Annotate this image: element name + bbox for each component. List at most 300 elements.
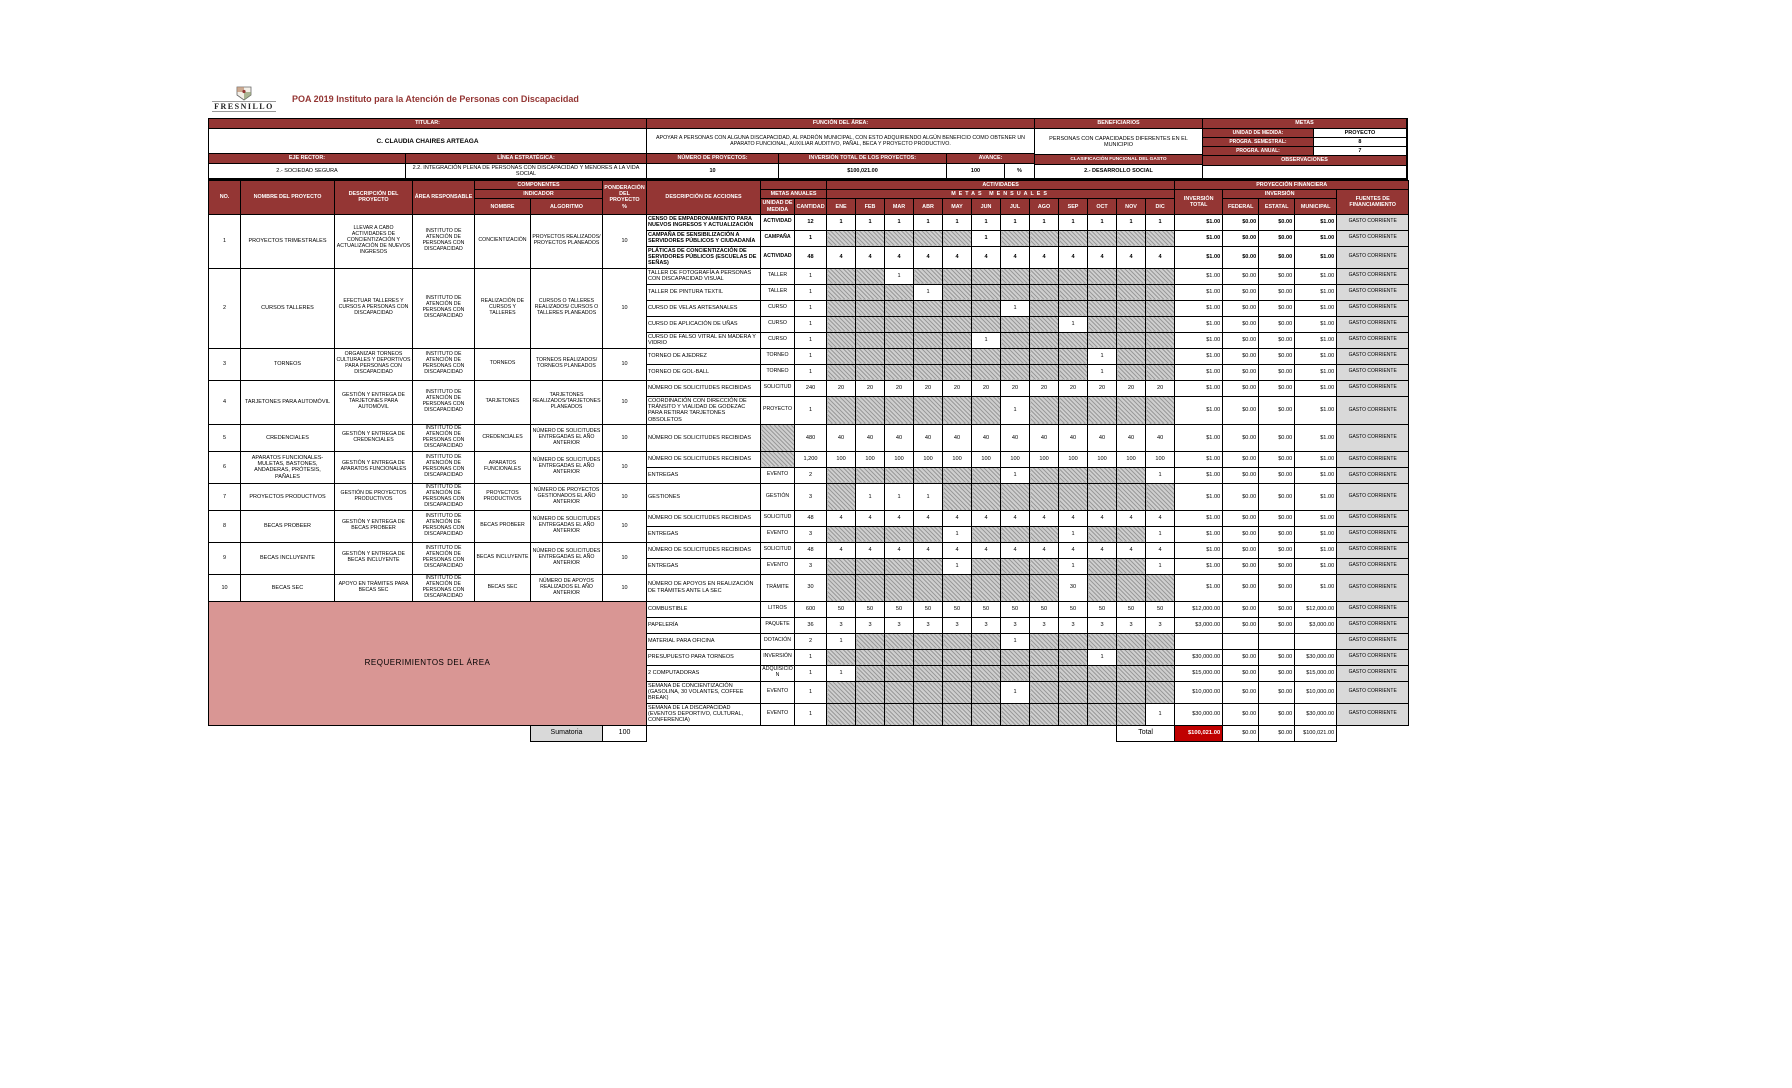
federal-cell: $0.00 xyxy=(1223,542,1259,558)
inversion-total-cell: $30,000.00 xyxy=(1175,649,1223,665)
month-cell-empty xyxy=(827,364,856,380)
month-cell-empty xyxy=(1117,268,1146,284)
month-cell-empty xyxy=(1088,332,1117,348)
federal-cell: $0.00 xyxy=(1223,526,1259,542)
month-cell-empty xyxy=(1059,467,1088,483)
inversion-total-cell: $1.00 xyxy=(1175,268,1223,284)
month-cell-empty xyxy=(856,396,885,424)
total-inversion: $100,021.00 xyxy=(1175,725,1223,741)
month-cell: 3 xyxy=(827,617,856,633)
unit-cell: DOTACIÓN xyxy=(761,633,795,649)
month-cell: 1 xyxy=(1146,558,1175,574)
estatal-cell: $0.00 xyxy=(1259,510,1295,526)
municipal-cell: $1.00 xyxy=(1295,380,1337,396)
indicator-algorithm: PROYECTOS REALIZADOS/ PROYECTOS PLANEADOS xyxy=(531,214,603,268)
federal-cell: $0.00 xyxy=(1223,348,1259,364)
municipal-cell: $1.00 xyxy=(1295,246,1337,268)
action-description: CURSO DE FALSO VITRAL EN MADERA Y VIDRIO xyxy=(647,332,761,348)
project-area: INSTITUTO DE ATENCIÓN DE PERSONAS CON DISCAPACIDAD xyxy=(413,380,475,424)
unit-cell: TORNEO xyxy=(761,348,795,364)
month-cell-empty xyxy=(972,574,1001,601)
funding-source-cell: GASTO CORRIENTE xyxy=(1337,268,1409,284)
action-description: TORNEO DE AJEDREZ xyxy=(647,348,761,364)
project-description: APOYO EN TRÁMITES PARA BECAS SEC xyxy=(335,574,413,601)
month-cell: 100 xyxy=(1059,451,1088,467)
month-cell-empty xyxy=(943,268,972,284)
unit-cell: TALLER xyxy=(761,284,795,300)
month-cell-empty xyxy=(1088,316,1117,332)
month-cell-empty xyxy=(1030,665,1059,681)
month-cell-empty xyxy=(914,574,943,601)
estatal-cell: $0.00 xyxy=(1259,380,1295,396)
month-cell-empty xyxy=(885,348,914,364)
month-cell: 4 xyxy=(1030,246,1059,268)
month-cell-empty xyxy=(943,483,972,510)
month-cell: 1 xyxy=(1059,316,1088,332)
estatal-cell: $0.00 xyxy=(1259,364,1295,380)
quantity-cell: 1 xyxy=(795,316,827,332)
month-cell: 50 xyxy=(943,601,972,617)
unit-cell: SOLICITUD xyxy=(761,380,795,396)
federal-cell: $0.00 xyxy=(1223,380,1259,396)
action-description: NÚMERO DE SOLICITUDES RECIBIDAS xyxy=(647,380,761,396)
month-cell: 1 xyxy=(943,526,972,542)
project-weight: 10 xyxy=(603,348,647,380)
month-cell: 4 xyxy=(856,510,885,526)
action-description: NÚMERO DE SOLICITUDES RECIBIDAS xyxy=(647,510,761,526)
indicator-name: TORNEOS xyxy=(475,348,531,380)
eje-linea-row xyxy=(209,154,647,179)
federal-cell: $0.00 xyxy=(1223,601,1259,617)
col-header-municipal: MUNICIPAL xyxy=(1295,199,1337,214)
month-cell-empty xyxy=(1117,284,1146,300)
project-description: GESTIÓN Y ENTREGA DE CREDENCIALES xyxy=(335,425,413,452)
month-cell-empty xyxy=(1059,268,1088,284)
month-cell: 100 xyxy=(943,451,972,467)
month-cell-empty xyxy=(914,526,943,542)
federal-cell: $0.00 xyxy=(1223,574,1259,601)
unit-cell: GESTIÓN xyxy=(761,483,795,510)
month-cell: 4 xyxy=(1059,510,1088,526)
indicator-algorithm: NÚMERO DE PROYECTOS GESTIONADOS EL AÑO ANTERIOR xyxy=(531,483,603,510)
col-header-month-sep: SEP xyxy=(1059,199,1088,214)
month-cell: 3 xyxy=(914,617,943,633)
unit-cell-empty xyxy=(761,425,795,452)
avance-percent: % xyxy=(1005,164,1035,179)
beneficiarios-label: BENEFICIARIOS xyxy=(1035,119,1203,129)
month-cell: 1 xyxy=(1001,214,1030,230)
month-cell-empty xyxy=(1059,483,1088,510)
month-cell: 1 xyxy=(972,214,1001,230)
inversion-total-cell: $1.00 xyxy=(1175,246,1223,268)
month-cell: 3 xyxy=(1117,617,1146,633)
crest-icon xyxy=(235,86,253,101)
federal-cell: $0.00 xyxy=(1223,467,1259,483)
month-cell-empty xyxy=(1146,364,1175,380)
unit-cell: SOLICITUD xyxy=(761,510,795,526)
month-cell-empty xyxy=(1146,268,1175,284)
estatal-cell: $0.00 xyxy=(1259,332,1295,348)
month-cell: 1 xyxy=(943,214,972,230)
progra-semestral-value: 8 xyxy=(1314,138,1407,147)
col-header-month-jul: JUL xyxy=(1001,199,1030,214)
funding-source-cell: GASTO CORRIENTE xyxy=(1337,425,1409,452)
month-cell: 4 xyxy=(1059,246,1088,268)
month-cell-empty xyxy=(1146,681,1175,703)
month-cell-empty xyxy=(1030,483,1059,510)
quantity-cell: 3 xyxy=(795,558,827,574)
inversion-total-cell: $1.00 xyxy=(1175,451,1223,467)
project-area: INSTITUTO DE ATENCIÓN DE PERSONAS CON DISCAPACIDAD xyxy=(413,214,475,268)
month-cell-empty xyxy=(1001,348,1030,364)
month-cell: 40 xyxy=(1117,425,1146,452)
month-cell-empty xyxy=(1030,332,1059,348)
quantity-cell: 48 xyxy=(795,246,827,268)
funding-source-cell: GASTO CORRIENTE xyxy=(1337,332,1409,348)
month-cell-empty xyxy=(827,574,856,601)
action-description: GESTIONES xyxy=(647,483,761,510)
metas-label: METAS xyxy=(1203,119,1407,129)
project-area: INSTITUTO DE ATENCIÓN DE PERSONAS CON DISCAPACIDAD xyxy=(413,483,475,510)
municipal-cell xyxy=(1295,633,1337,649)
month-cell-empty xyxy=(914,681,943,703)
month-cell-empty xyxy=(972,649,1001,665)
month-cell: 4 xyxy=(1146,510,1175,526)
funding-source-cell: GASTO CORRIENTE xyxy=(1337,467,1409,483)
funding-source-cell: GASTO CORRIENTE xyxy=(1337,230,1409,246)
month-cell: 1 xyxy=(1146,214,1175,230)
month-cell-empty xyxy=(1117,558,1146,574)
project-name: BECAS SEC xyxy=(241,574,335,601)
month-cell: 4 xyxy=(1030,510,1059,526)
project-row xyxy=(209,214,1409,230)
month-cell-empty xyxy=(1146,300,1175,316)
month-cell: 1 xyxy=(1030,214,1059,230)
estatal-cell xyxy=(1259,633,1295,649)
month-cell: 40 xyxy=(1030,425,1059,452)
unit-cell: ACTIVIDAD xyxy=(761,214,795,230)
month-cell-empty xyxy=(885,364,914,380)
action-description: MATERIAL PARA OFICINA xyxy=(647,633,761,649)
project-name: CURSOS TALLERES xyxy=(241,268,335,348)
inversion-label: INVERSIÓN TOTAL DE LOS PROYECTOS: xyxy=(779,154,947,164)
funding-source-cell: GASTO CORRIENTE xyxy=(1337,542,1409,558)
month-cell-empty xyxy=(1088,681,1117,703)
month-cell: 4 xyxy=(1088,510,1117,526)
poa-sheet xyxy=(208,84,1408,742)
num-proyectos xyxy=(647,154,779,179)
unit-cell: EVENTO xyxy=(761,526,795,542)
month-cell: 1 xyxy=(1001,300,1030,316)
month-cell-empty xyxy=(856,467,885,483)
col-header-month-abr: ABR xyxy=(914,199,943,214)
project-description: ORGANIZAR TORNEOS CULTURALES Y DEPORTIVOS PARA PERSONAS CON DISCAPACIDAD xyxy=(335,348,413,380)
month-cell: 3 xyxy=(1059,617,1088,633)
month-cell-empty xyxy=(856,665,885,681)
table-body xyxy=(209,214,1409,741)
month-cell: 40 xyxy=(972,425,1001,452)
linea-value: 2.2. INTEGRACIÓN PLENA DE PERSONAS CON DISCAPACIDAD Y MENORES A LA VIDA SOCIAL xyxy=(406,164,647,179)
month-cell-empty xyxy=(1059,649,1088,665)
quantity-cell: 3 xyxy=(795,483,827,510)
action-description: NÚMERO DE SOLICITUDES RECIBIDAS xyxy=(647,425,761,452)
month-cell: 3 xyxy=(1088,617,1117,633)
federal-cell: $0.00 xyxy=(1223,284,1259,300)
month-cell-empty xyxy=(885,649,914,665)
month-cell: 50 xyxy=(914,601,943,617)
action-description: TALLER DE FOTOGRAFÍA A PERSONAS CON DISCAPACIDAD VISUAL xyxy=(647,268,761,284)
federal-cell: $0.00 xyxy=(1223,246,1259,268)
action-description: CENSO DE EMPADRONAMIENTO PARA NUEVOS INGRESOS Y ACTUALIZACIÓN xyxy=(647,214,761,230)
unit-cell: CURSO xyxy=(761,332,795,348)
funding-source-cell: GASTO CORRIENTE xyxy=(1337,665,1409,681)
project-name: PROYECTOS PRODUCTIVOS xyxy=(241,483,335,510)
month-cell-empty xyxy=(827,284,856,300)
month-cell-empty xyxy=(914,332,943,348)
federal-cell: $0.00 xyxy=(1223,510,1259,526)
month-cell: 4 xyxy=(943,542,972,558)
project-row xyxy=(209,380,1409,396)
month-cell-empty xyxy=(914,364,943,380)
month-cell: 1 xyxy=(914,483,943,510)
total-federal: $0.00 xyxy=(1223,725,1259,741)
month-cell-empty xyxy=(972,558,1001,574)
month-cell-empty xyxy=(1001,649,1030,665)
table-header xyxy=(209,181,1409,215)
funding-source-cell: GASTO CORRIENTE xyxy=(1337,649,1409,665)
federal-cell: $0.00 xyxy=(1223,703,1259,725)
proyectos-inversion-row xyxy=(647,154,1035,179)
project-number: 8 xyxy=(209,510,241,542)
project-name: CREDENCIALES xyxy=(241,425,335,452)
month-cell-empty xyxy=(885,300,914,316)
month-cell: 20 xyxy=(1059,380,1088,396)
header-spacer xyxy=(761,181,827,190)
month-cell: 1 xyxy=(1001,633,1030,649)
month-cell-empty xyxy=(943,364,972,380)
unit-cell: CURSO xyxy=(761,300,795,316)
project-row xyxy=(209,451,1409,467)
quantity-cell: 48 xyxy=(795,510,827,526)
inversion-total-cell: $1.00 xyxy=(1175,364,1223,380)
month-cell-empty xyxy=(972,348,1001,364)
progra-semestral-label: PROGRA. SEMESTRAL: xyxy=(1203,138,1314,147)
estatal-cell: $0.00 xyxy=(1259,316,1295,332)
month-cell: 1 xyxy=(1088,214,1117,230)
federal-cell xyxy=(1223,633,1259,649)
month-cell: 1 xyxy=(972,332,1001,348)
brand-header xyxy=(208,84,1408,114)
sumatoria-label: Sumatoria xyxy=(531,725,603,741)
progra-anual-row xyxy=(1203,147,1407,156)
month-cell-empty xyxy=(1117,364,1146,380)
month-cell: 100 xyxy=(1030,451,1059,467)
requirement-row xyxy=(209,601,1409,617)
unit-cell: ADQUISICIÓN xyxy=(761,665,795,681)
month-cell-empty xyxy=(1030,348,1059,364)
month-cell: 4 xyxy=(827,542,856,558)
funding-source-cell: GASTO CORRIENTE xyxy=(1337,316,1409,332)
month-cell-empty xyxy=(856,332,885,348)
project-name: APARATOS FUNCIONALES- MULETAS, BASTONES, ANDADERAS, PRÓTESIS, PAÑALES xyxy=(241,451,335,483)
col-header-componentes: COMPONENTES xyxy=(475,181,603,190)
project-description: GESTIÓN DE PROYECTOS PRODUCTIVOS xyxy=(335,483,413,510)
project-name: BECAS INCLUYENTE xyxy=(241,542,335,574)
quantity-cell: 240 xyxy=(795,380,827,396)
project-name: BECAS PROBEER xyxy=(241,510,335,542)
project-weight: 10 xyxy=(603,483,647,510)
funding-source-cell: GASTO CORRIENTE xyxy=(1337,380,1409,396)
project-name: PROYECTOS TRIMESTRALES xyxy=(241,214,335,268)
project-area: INSTITUTO DE ATENCIÓN DE PERSONAS CON DISCAPACIDAD xyxy=(413,268,475,348)
month-cell-empty xyxy=(1117,483,1146,510)
indicator-algorithm: TORNEOS REALIZADOS/ TORNEOS PLANEADOS xyxy=(531,348,603,380)
municipal-cell: $1.00 xyxy=(1295,542,1337,558)
unit-cell: EVENTO xyxy=(761,558,795,574)
month-cell: 50 xyxy=(885,601,914,617)
month-cell-empty xyxy=(943,467,972,483)
inversion-value: $100,021.00 xyxy=(779,164,947,179)
month-cell-empty xyxy=(1001,316,1030,332)
unit-cell: PROYECTO xyxy=(761,396,795,424)
month-cell-empty xyxy=(972,364,1001,380)
month-cell-empty xyxy=(856,558,885,574)
col-header-area-responsable: ÁREA RESPONSABLE xyxy=(413,181,475,215)
month-cell-empty xyxy=(1030,574,1059,601)
month-cell-empty xyxy=(1001,483,1030,510)
municipal-cell: $15,000.00 xyxy=(1295,665,1337,681)
month-cell: 40 xyxy=(1146,425,1175,452)
project-weight: 10 xyxy=(603,425,647,452)
progra-anual-value: 7 xyxy=(1314,147,1407,156)
month-cell-empty xyxy=(914,316,943,332)
month-cell-empty xyxy=(856,268,885,284)
month-cell: 4 xyxy=(914,246,943,268)
month-cell: 1 xyxy=(827,633,856,649)
month-cell-empty xyxy=(1030,526,1059,542)
sumatoria-value: 100 xyxy=(603,725,647,741)
inversion-total-cell: $30,000.00 xyxy=(1175,703,1223,725)
titular-label: TITULAR: xyxy=(209,119,647,129)
estatal-cell: $0.00 xyxy=(1259,542,1295,558)
col-header-month-nov: NOV xyxy=(1117,199,1146,214)
action-description: CAMPAÑA DE SENSIBILIZACIÓN A SERVIDORES PÚBLICOS Y CIUDADANÍA xyxy=(647,230,761,246)
funding-source-cell: GASTO CORRIENTE xyxy=(1337,617,1409,633)
municipal-cell: $1.00 xyxy=(1295,396,1337,424)
indicator-name: BECAS INCLUYENTE xyxy=(475,542,531,574)
month-cell-empty xyxy=(856,681,885,703)
quantity-cell: 1 xyxy=(795,665,827,681)
month-cell-empty xyxy=(1088,665,1117,681)
month-cell-empty xyxy=(1088,268,1117,284)
month-cell-empty xyxy=(827,316,856,332)
federal-cell: $0.00 xyxy=(1223,214,1259,230)
month-cell-empty xyxy=(1001,284,1030,300)
month-cell: 4 xyxy=(827,246,856,268)
month-cell-empty xyxy=(943,633,972,649)
month-cell-empty xyxy=(856,364,885,380)
month-cell-empty xyxy=(972,526,1001,542)
col-header-inversion: INVERSIÓN xyxy=(1223,190,1337,199)
indicator-algorithm: NÚMERO DE SOLICITUDES ENTREGADAS EL AÑO ANTERIOR xyxy=(531,510,603,542)
month-cell: 1 xyxy=(1059,214,1088,230)
month-cell-empty xyxy=(972,703,1001,725)
federal-cell: $0.00 xyxy=(1223,665,1259,681)
unit-cell: TALLER xyxy=(761,268,795,284)
quantity-cell: 3 xyxy=(795,526,827,542)
project-number: 9 xyxy=(209,542,241,574)
month-cell: 4 xyxy=(1059,542,1088,558)
month-cell: 40 xyxy=(885,425,914,452)
month-cell: 40 xyxy=(943,425,972,452)
project-number: 2 xyxy=(209,268,241,348)
month-cell-empty xyxy=(914,649,943,665)
month-cell-empty xyxy=(1146,332,1175,348)
month-cell: 1 xyxy=(1146,467,1175,483)
col-header-indicador: INDICADOR xyxy=(475,190,603,199)
month-cell: 4 xyxy=(1088,542,1117,558)
indicator-algorithm: NÚMERO DE SOLICITUDES ENTREGADAS EL AÑO ANTERIOR xyxy=(531,542,603,574)
month-cell: 4 xyxy=(1117,510,1146,526)
project-weight: 10 xyxy=(603,574,647,601)
month-cell: 20 xyxy=(1117,380,1146,396)
month-cell-empty xyxy=(827,558,856,574)
project-number: 7 xyxy=(209,483,241,510)
action-description: NÚMERO DE SOLICITUDES RECIBIDAS xyxy=(647,451,761,467)
month-cell-empty xyxy=(856,316,885,332)
month-cell-empty xyxy=(1088,467,1117,483)
month-cell-empty xyxy=(972,284,1001,300)
estatal-cell: $0.00 xyxy=(1259,617,1295,633)
month-cell: 1 xyxy=(914,214,943,230)
total-label: Total xyxy=(1117,725,1175,741)
month-cell: 40 xyxy=(914,425,943,452)
progra-anual-label: PROGRA. ANUAL: xyxy=(1203,147,1314,156)
month-cell: 40 xyxy=(1059,425,1088,452)
month-cell-empty xyxy=(1030,268,1059,284)
month-cell-empty xyxy=(856,300,885,316)
federal-cell: $0.00 xyxy=(1223,332,1259,348)
month-cell: 4 xyxy=(856,246,885,268)
indicator-name: REALIZACIÓN DE CURSOS Y TALLERES xyxy=(475,268,531,348)
observaciones-value xyxy=(1203,166,1407,179)
month-cell: 4 xyxy=(972,510,1001,526)
col-header-month-jun: JUN xyxy=(972,199,1001,214)
month-cell-empty xyxy=(1117,300,1146,316)
month-cell: 4 xyxy=(943,246,972,268)
month-cell-empty xyxy=(1088,574,1117,601)
month-cell-empty xyxy=(1088,284,1117,300)
col-header-metas-mensuales: METAS MENSUALES xyxy=(827,190,1175,199)
month-cell-empty xyxy=(943,316,972,332)
month-cell: 1 xyxy=(856,483,885,510)
estatal-cell: $0.00 xyxy=(1259,467,1295,483)
quantity-cell: 1 xyxy=(795,396,827,424)
month-cell: 50 xyxy=(972,601,1001,617)
col-header-proyeccion-financiera: PROYECCIÓN FINANCIERA xyxy=(1175,181,1409,190)
quantity-cell: 1 xyxy=(795,364,827,380)
month-cell: 50 xyxy=(1088,601,1117,617)
header-row-1 xyxy=(209,181,1409,190)
municipal-cell: $1.00 xyxy=(1295,284,1337,300)
month-cell-empty xyxy=(1001,558,1030,574)
month-cell-empty xyxy=(1117,348,1146,364)
month-cell-empty xyxy=(914,467,943,483)
indicator-algorithm: TARJETONES REALIZADOS/TARJETONES PLANEADOS xyxy=(531,380,603,424)
project-weight: 10 xyxy=(603,268,647,348)
municipal-cell: $30,000.00 xyxy=(1295,703,1337,725)
funding-source-cell: GASTO CORRIENTE xyxy=(1337,483,1409,510)
